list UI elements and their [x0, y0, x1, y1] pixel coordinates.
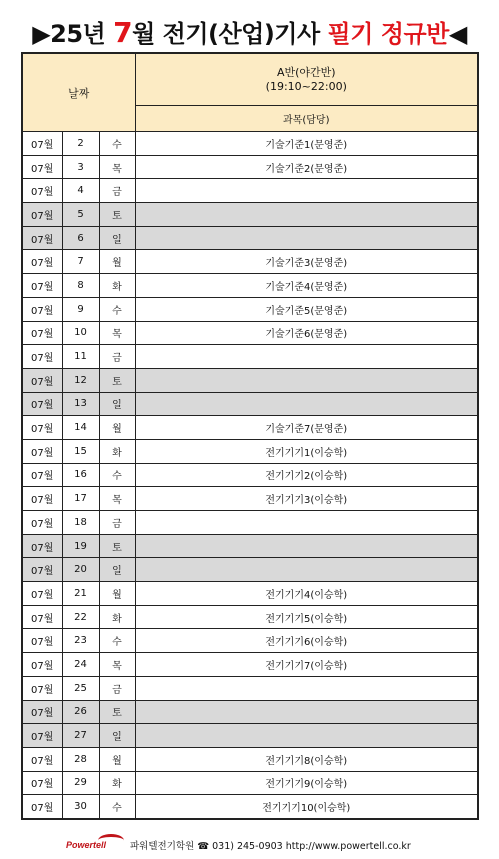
- subject-cell: 전기기기7(이승학): [135, 653, 478, 677]
- weekday-cell: 일: [99, 226, 135, 250]
- day-cell: 24: [62, 653, 99, 677]
- day-cell: 22: [62, 605, 99, 629]
- table-row: [22, 487, 478, 511]
- day-cell: 28: [62, 747, 99, 771]
- weekday-cell: 목: [99, 487, 135, 511]
- subject-cell: 기술기준3(문영준): [135, 250, 478, 274]
- subject-cell: 전기기기6(이승학): [135, 629, 478, 653]
- day-cell: 27: [62, 724, 99, 748]
- month-cell: 07월: [22, 700, 62, 724]
- table-row: [22, 416, 478, 440]
- subject-cell: 전기기기5(이승학): [135, 605, 478, 629]
- day-cell: 15: [62, 439, 99, 463]
- month-cell: 07월: [22, 558, 62, 582]
- subject-cell: 전기기기2(이승학): [135, 463, 478, 487]
- class-time: (19:10~22:00): [265, 79, 347, 93]
- subject-cell: [135, 368, 478, 392]
- header-row: [22, 53, 478, 106]
- month-cell: 07월: [22, 463, 62, 487]
- month-cell: 07월: [22, 653, 62, 677]
- month-cell: 07월: [22, 297, 62, 321]
- subject-cell: 기술기준5(문영준): [135, 297, 478, 321]
- subject-cell: 기술기준6(문영준): [135, 321, 478, 345]
- weekday-cell: 화: [99, 605, 135, 629]
- table-row: [22, 368, 478, 392]
- day-cell: 29: [62, 771, 99, 795]
- table-row: [22, 274, 478, 298]
- table-row: [22, 321, 478, 345]
- class-name: A반(야간반): [276, 65, 336, 79]
- subject-cell: 전기기기4(이승학): [135, 582, 478, 606]
- table-row: [22, 676, 478, 700]
- table-row: [22, 297, 478, 321]
- month-cell: 07월: [22, 582, 62, 606]
- weekday-cell: 수: [99, 629, 135, 653]
- subject-cell: 전기기기1(이승학): [135, 439, 478, 463]
- day-cell: 26: [62, 700, 99, 724]
- class-header: [135, 53, 478, 106]
- table-row: [22, 226, 478, 250]
- table-row: [22, 132, 478, 156]
- subject-cell: [135, 392, 478, 416]
- weekday-cell: 수: [99, 795, 135, 819]
- table-row: [22, 534, 478, 558]
- table-row: [22, 155, 478, 179]
- day-cell: 23: [62, 629, 99, 653]
- subject-cell: [135, 700, 478, 724]
- weekday-cell: 일: [99, 724, 135, 748]
- month-cell: 07월: [22, 724, 62, 748]
- weekday-cell: 토: [99, 203, 135, 227]
- table-row: [22, 771, 478, 795]
- month-cell: 07월: [22, 605, 62, 629]
- month-cell: 07월: [22, 250, 62, 274]
- table-row: [22, 724, 478, 748]
- day-cell: 18: [62, 511, 99, 535]
- weekday-cell: 수: [99, 463, 135, 487]
- weekday-cell: 수: [99, 297, 135, 321]
- weekday-cell: 수: [99, 132, 135, 156]
- table-row: [22, 700, 478, 724]
- weekday-cell: 토: [99, 368, 135, 392]
- weekday-cell: 토: [99, 700, 135, 724]
- table-row: [22, 179, 478, 203]
- weekday-cell: 목: [99, 155, 135, 179]
- footer-contact: 파워텔전기학원 ☎ 031) 245-0903 http://www.powertell.co.kr: [130, 841, 411, 852]
- weekday-cell: 월: [99, 250, 135, 274]
- table-row: [22, 439, 478, 463]
- subject-cell: 기술기준2(문영준): [135, 155, 478, 179]
- day-cell: 21: [62, 582, 99, 606]
- title-prefix: ▶25년: [32, 20, 114, 48]
- day-cell: 25: [62, 676, 99, 700]
- subject-cell: [135, 511, 478, 535]
- month-cell: 07월: [22, 274, 62, 298]
- table-row: [22, 629, 478, 653]
- subject-cell: 전기기기9(이승학): [135, 771, 478, 795]
- title-month: 7: [113, 16, 133, 49]
- subject-cell: [135, 179, 478, 203]
- subject-cell: [135, 345, 478, 369]
- day-cell: 3: [62, 155, 99, 179]
- date-column-header: 날짜: [22, 53, 135, 132]
- day-cell: 9: [62, 297, 99, 321]
- weekday-cell: 목: [99, 321, 135, 345]
- day-cell: 30: [62, 795, 99, 819]
- month-cell: 07월: [22, 368, 62, 392]
- month-cell: 07월: [22, 392, 62, 416]
- day-cell: 14: [62, 416, 99, 440]
- day-cell: 4: [62, 179, 99, 203]
- weekday-cell: 금: [99, 511, 135, 535]
- month-cell: 07월: [22, 416, 62, 440]
- month-cell: 07월: [22, 534, 62, 558]
- table-row: [22, 392, 478, 416]
- day-cell: 11: [62, 345, 99, 369]
- table-row: [22, 345, 478, 369]
- subject-cell: [135, 676, 478, 700]
- day-cell: 16: [62, 463, 99, 487]
- powertell-logo: [66, 834, 126, 854]
- subject-cell: 기술기준7(문영준): [135, 416, 478, 440]
- month-cell: 07월: [22, 511, 62, 535]
- day-cell: 20: [62, 558, 99, 582]
- month-cell: 07월: [22, 487, 62, 511]
- month-cell: 07월: [22, 155, 62, 179]
- table-row: [22, 582, 478, 606]
- table-row: [22, 558, 478, 582]
- month-cell: 07월: [22, 439, 62, 463]
- month-cell: 07월: [22, 676, 62, 700]
- weekday-cell: 토: [99, 534, 135, 558]
- footer: [0, 832, 499, 854]
- day-cell: 10: [62, 321, 99, 345]
- weekday-cell: 일: [99, 558, 135, 582]
- subject-cell: [135, 724, 478, 748]
- month-cell: 07월: [22, 747, 62, 771]
- weekday-cell: 화: [99, 439, 135, 463]
- month-cell: 07월: [22, 226, 62, 250]
- table-row: [22, 795, 478, 819]
- weekday-cell: 화: [99, 771, 135, 795]
- table-row: [22, 203, 478, 227]
- page-title: [0, 14, 499, 49]
- weekday-cell: 목: [99, 653, 135, 677]
- weekday-cell: 월: [99, 747, 135, 771]
- month-cell: 07월: [22, 179, 62, 203]
- day-cell: 12: [62, 368, 99, 392]
- weekday-cell: 화: [99, 274, 135, 298]
- title-emphasis: 필기 정규반: [327, 20, 449, 48]
- month-cell: 07월: [22, 132, 62, 156]
- day-cell: 19: [62, 534, 99, 558]
- month-cell: 07월: [22, 771, 62, 795]
- schedule-table: [21, 52, 479, 820]
- weekday-cell: 월: [99, 582, 135, 606]
- table-row: [22, 653, 478, 677]
- subject-cell: 전기기기8(이승학): [135, 747, 478, 771]
- day-cell: 7: [62, 250, 99, 274]
- logo-text: Powertell: [66, 840, 107, 850]
- day-cell: 6: [62, 226, 99, 250]
- subject-cell: [135, 558, 478, 582]
- subject-cell: 전기기기10(이승학): [135, 795, 478, 819]
- subject-column-header: 과목(담당): [135, 106, 478, 132]
- day-cell: 17: [62, 487, 99, 511]
- month-cell: 07월: [22, 629, 62, 653]
- table-row: [22, 605, 478, 629]
- day-cell: 8: [62, 274, 99, 298]
- weekday-cell: 금: [99, 345, 135, 369]
- weekday-cell: 금: [99, 179, 135, 203]
- subject-cell: [135, 226, 478, 250]
- weekday-cell: 금: [99, 676, 135, 700]
- weekday-cell: 월: [99, 416, 135, 440]
- subject-cell: 기술기준1(문영준): [135, 132, 478, 156]
- title-middle: 월 전기(산업)기사: [132, 20, 328, 48]
- table-row: [22, 511, 478, 535]
- day-cell: 13: [62, 392, 99, 416]
- subject-cell: [135, 534, 478, 558]
- month-cell: 07월: [22, 795, 62, 819]
- subject-cell: 기술기준4(문영준): [135, 274, 478, 298]
- month-cell: 07월: [22, 321, 62, 345]
- title-suffix: ◀: [448, 20, 467, 48]
- weekday-cell: 일: [99, 392, 135, 416]
- table-row: [22, 463, 478, 487]
- table-row: [22, 747, 478, 771]
- day-cell: 2: [62, 132, 99, 156]
- day-cell: 5: [62, 203, 99, 227]
- month-cell: 07월: [22, 203, 62, 227]
- subject-cell: 전기기기3(이승학): [135, 487, 478, 511]
- table-row: [22, 250, 478, 274]
- month-cell: 07월: [22, 345, 62, 369]
- subject-cell: [135, 203, 478, 227]
